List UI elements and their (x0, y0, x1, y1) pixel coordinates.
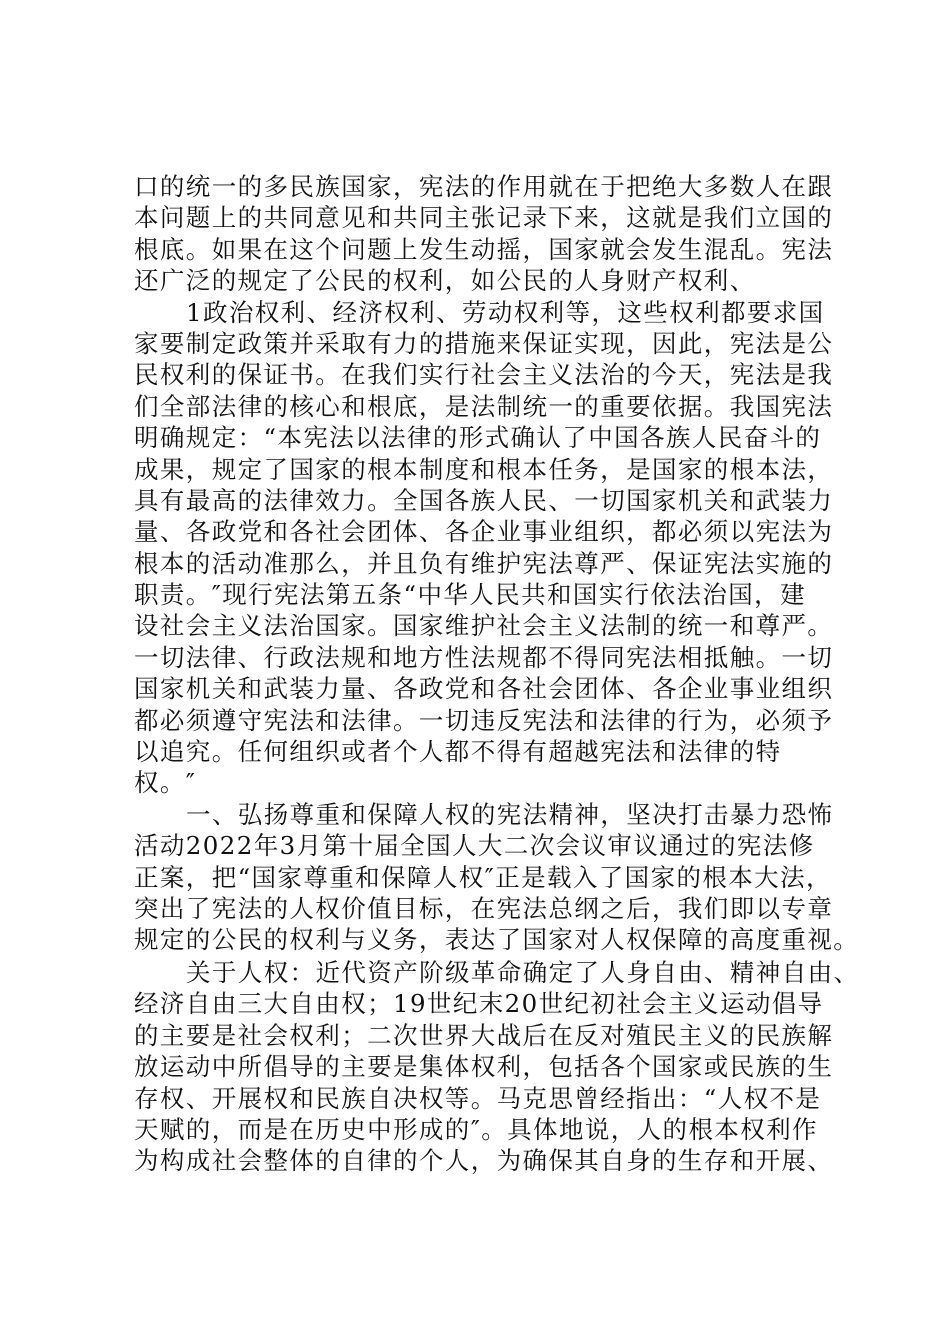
text-line: 经济自由三大自由权；19世纪末20世纪初社会主义运动倡导 (134, 989, 824, 1019)
text-line: 根本的活动准那么，并且负有维护宪法尊严、保证宪法实施的 (134, 548, 834, 578)
section-heading-line: 一、弘扬尊重和保障人权的宪法精神，坚决打击暴力恐怖 (186, 799, 834, 829)
text-line: 正案，把“国家尊重和保障人权″正是载入了国家的根本大法， (134, 862, 832, 892)
text-line: 民权利的保证书。在我们实行社会主义法治的今天，宪法是我 (134, 360, 834, 390)
paragraph-first-line: 1政治权利、经济权利、劳动权利等，这些权利都要求国 (186, 297, 825, 327)
text-line: 存权、开展权和民族自决权等。马克思曾经指出：“人权不是 (134, 1083, 822, 1113)
text-line: 还广泛的规定了公民的权利，如公民的人身财产权利、 (134, 266, 756, 296)
text-line: 的主要是社会权利；二次世界大战后在反对殖民主义的民族解 (134, 1020, 834, 1050)
text-line: 国家机关和武装力量、各政党和各社会团体、各企业事业组织 (134, 674, 834, 704)
text-line: 职责。″现行宪法第五条“中华人民共和国实行依法治国，建 (134, 580, 806, 610)
text-line: 活动2022年3月第十届全国人大二次会议审议通过的宪法修 (134, 831, 815, 861)
text-line: 放运动中所倡导的主要是集体权利，包括各个国家或民族的生 (134, 1052, 834, 1082)
paragraph-first-line: 关于人权：近代资产阶级革命确定了人身自由、精神自由、 (186, 958, 860, 987)
text-line: 量、各政党和各社会团体、各企业事业组织，都必须以宪法为 (134, 517, 834, 547)
text-line: 以追究。任何组织或者个人都不得有超越宪法和法律的特 (134, 737, 782, 767)
text-line: 都必须遵守宪法和法律。一切违反宪法和法律的行为，必须予 (134, 705, 834, 735)
text-line: 一切法律、行政法规和地方性法规都不得同宪法相抵触。一切 (134, 642, 834, 672)
text-line: 具有最高的法律效力。全国各族人民、一切国家机关和武装力 (134, 485, 834, 515)
text-block-upper (134, 171, 860, 956)
text-line: 本问题上的共同意见和共同主张记录下来，这就是我们立国的 (134, 203, 834, 233)
text-line: 家要制定政策并采取有力的措施来保证实现，因此，宪法是公 (134, 328, 834, 358)
text-line: 明确规定：“本宪法以法律的形式确认了中国各族人民奋斗的 (134, 423, 822, 453)
text-line: 们全部法律的核心和根底，是法制统一的重要依据。我国宪法 (134, 391, 834, 421)
text-line: 根底。如果在这个问题上发生动摇，国家就会发生混乱。宪法 (134, 234, 834, 264)
text-line: 设社会主义法治国家。国家维护社会主义法制的统一和尊严。 (134, 611, 834, 641)
text-line: 口的统一的多民族国家，宪法的作用就在于把绝大多数人在跟 (134, 172, 834, 201)
text-line: 天赋的，而是在历史中形成的″。具体地说，人的根本权利作 (134, 1114, 818, 1144)
text-line: 权。″ (134, 768, 197, 798)
text-line: 规定的公民的权利与义务，表达了国家对人权保障的高度重视。 (134, 925, 860, 955)
text-block-lower (134, 957, 860, 1177)
text-line: 成果，规定了国家的根本制度和根本任务，是国家的根本法， (134, 454, 834, 484)
text-line: 为构成社会整体的自律的个人，为确保其自身的生存和开展、 (134, 1146, 834, 1176)
text-line: 突出了宪法的人权价值目标，在宪法总纲之后，我们即以专章 (134, 893, 834, 923)
